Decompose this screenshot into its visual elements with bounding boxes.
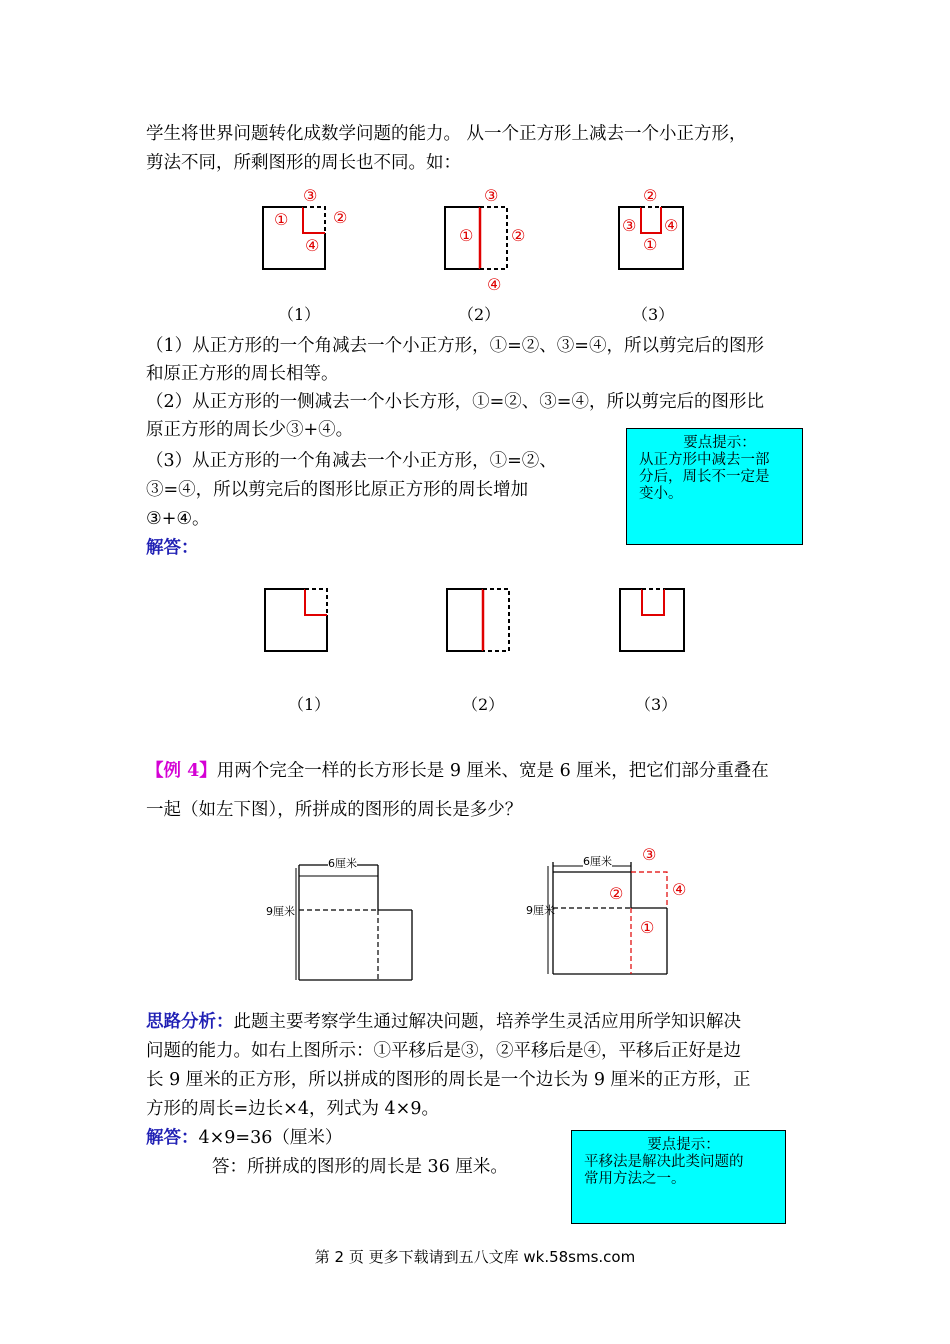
figure-3-left (260, 852, 460, 992)
tip-box-1 (626, 428, 803, 545)
figure-2-square-2 (447, 589, 509, 651)
r-red-dashed-square (631, 872, 667, 908)
fig1-s1-label-4: ④ (305, 236, 320, 255)
figure-1-square-2 (445, 207, 507, 269)
fig3-left-width-label: 6厘米 (328, 857, 357, 870)
answer-1-label: 解答： (146, 538, 199, 558)
figure-1-caption-1: （1） (278, 305, 321, 324)
analysis-text-1: 此题主要考察学生通过解决问题，培养学生灵活应用所学知识解决 (233, 1012, 741, 1032)
fig1-s2-label-3: ③ (484, 186, 499, 205)
tip-box-1-line-3: 变小。 (639, 486, 683, 502)
square-1-cut-red (303, 207, 325, 233)
explanation-p3-line-2: ③=④，所以剪完后的图形比原正方形的周长增加 (146, 480, 529, 500)
explanation-p1-line-2: 和原正方形的周长相等。 (146, 364, 339, 384)
example-4-line-1 (146, 759, 769, 783)
intro-line-1: 学生将世界问题转化成数学问题的能力。 从一个正方形上减去一个小正方形， (146, 124, 747, 144)
explanation-p2-line-1: （2）从正方形的一侧减去一个小长方形，①=②、③=④，所以剪完后的图形比 (146, 392, 764, 412)
figure-2-caption-3: （3） (635, 695, 678, 714)
explanation-p3-line-1: （3）从正方形的一个角减去一个小正方形，①=②、 (146, 451, 557, 471)
tip-box-2-line-1: 平移法是解决此类问题的 (584, 1154, 744, 1170)
fig3-label-4: ④ (672, 880, 687, 899)
example-4-line-2: 一起（如左下图），所拼成的图形的周长是多少？ (146, 800, 523, 820)
figure-1 (0, 188, 950, 308)
answer-2-line (146, 1126, 342, 1150)
f2-square-3-outline (620, 589, 684, 651)
answer-2-formula: 4×9=36（厘米） (198, 1128, 343, 1148)
tip-box-1-line-2: 分后，周长不一定是 (639, 469, 770, 485)
analysis-label: 思路分析： (146, 1012, 234, 1032)
explanation-p2-line-2: 原正方形的周长少③+④。 (146, 420, 354, 440)
fig1-s2-label-4: ④ (487, 275, 502, 294)
square-2-cut-dashed (480, 207, 507, 269)
f2-square-3-cut-red (642, 589, 664, 615)
answer-2-label: 解答： (146, 1128, 199, 1148)
fig1-s1-label-3: ③ (303, 186, 318, 205)
f2-square-2-outline (447, 589, 483, 651)
analysis-line-1 (146, 1010, 741, 1034)
explanation-p1-line-1: （1）从正方形的一个角减去一个小正方形，①=②、③=④，所以剪完后的图形 (146, 336, 764, 356)
figure-2 (0, 585, 950, 665)
fig3-label-1: ① (640, 918, 655, 937)
analysis-line-3: 长 9 厘米的正方形，所以拼成的图形的周长是一个边长为 9 厘米的正方形，正 (146, 1070, 751, 1090)
tip-box-2-title: 要点提示： (647, 1137, 720, 1153)
answer-2-reply: 答：所拼成的图形的周长是 36 厘米。 (212, 1157, 508, 1177)
square-1-cut-dashed (303, 207, 325, 233)
f2-square-1-cut-red (305, 589, 327, 615)
square-3-cut-red (641, 207, 661, 233)
tip-box-2-line-2: 常用方法之一。 (584, 1171, 686, 1187)
fig1-s3-label-2: ② (643, 186, 658, 205)
figure-1-caption-3: （3） (632, 305, 675, 324)
fig1-s3-label-1: ① (643, 235, 658, 254)
explanation-p3-line-3: ③+④。 (146, 509, 210, 529)
analysis-line-4: 方形的周长=边长×4，列式为 4×9。 (146, 1099, 439, 1119)
tip-box-1-line-1: 从正方形中减去一部 (639, 452, 770, 468)
figure-3-right (540, 846, 740, 986)
fig3-left-height-label: 9厘米 (266, 905, 295, 918)
figure-2-square-3 (620, 589, 684, 651)
f2-square-2-cut-dashed (483, 589, 509, 651)
f2-square-1-cut-dashed (305, 589, 327, 615)
page-footer: 第 2 页 更多下载请到五八文库 wk.58sms.com (314, 1248, 636, 1266)
fig1-s1-label-2: ② (333, 208, 348, 227)
figure-2-caption-1: （1） (288, 695, 331, 714)
example-4-tag: 【例 4】 (146, 761, 217, 781)
f2-square-1-outline (265, 589, 327, 651)
fig3-right-height-label: 9厘米 (526, 904, 555, 917)
fig1-s1-label-1: ① (274, 210, 289, 229)
fig1-s3-label-4: ④ (664, 216, 679, 235)
figure-1-caption-2: （2） (458, 305, 501, 324)
figure-2-caption-2: （2） (462, 695, 505, 714)
figure-2-square-1 (265, 589, 327, 651)
example-4-text-1: 用两个完全一样的长方形长是 9 厘米、宽是 6 厘米，把它们部分重叠在 (216, 761, 769, 781)
fig1-s2-label-2: ② (511, 226, 526, 245)
fig1-s2-label-1: ① (459, 226, 474, 245)
tip-box-2 (571, 1130, 786, 1224)
fig3-label-3: ③ (642, 845, 657, 864)
analysis-line-2: 问题的能力。如右上图所示：①平移后是③，②平移后是④，平移后正好是边 (146, 1041, 741, 1061)
fig3-right-width-label: 6厘米 (583, 855, 612, 868)
tip-box-1-title: 要点提示： (683, 435, 756, 451)
fig3-label-2: ② (609, 884, 624, 903)
intro-line-2: 剪法不同，所剩图形的周长也不同。如： (146, 153, 461, 173)
fig1-s3-label-3: ③ (622, 216, 637, 235)
